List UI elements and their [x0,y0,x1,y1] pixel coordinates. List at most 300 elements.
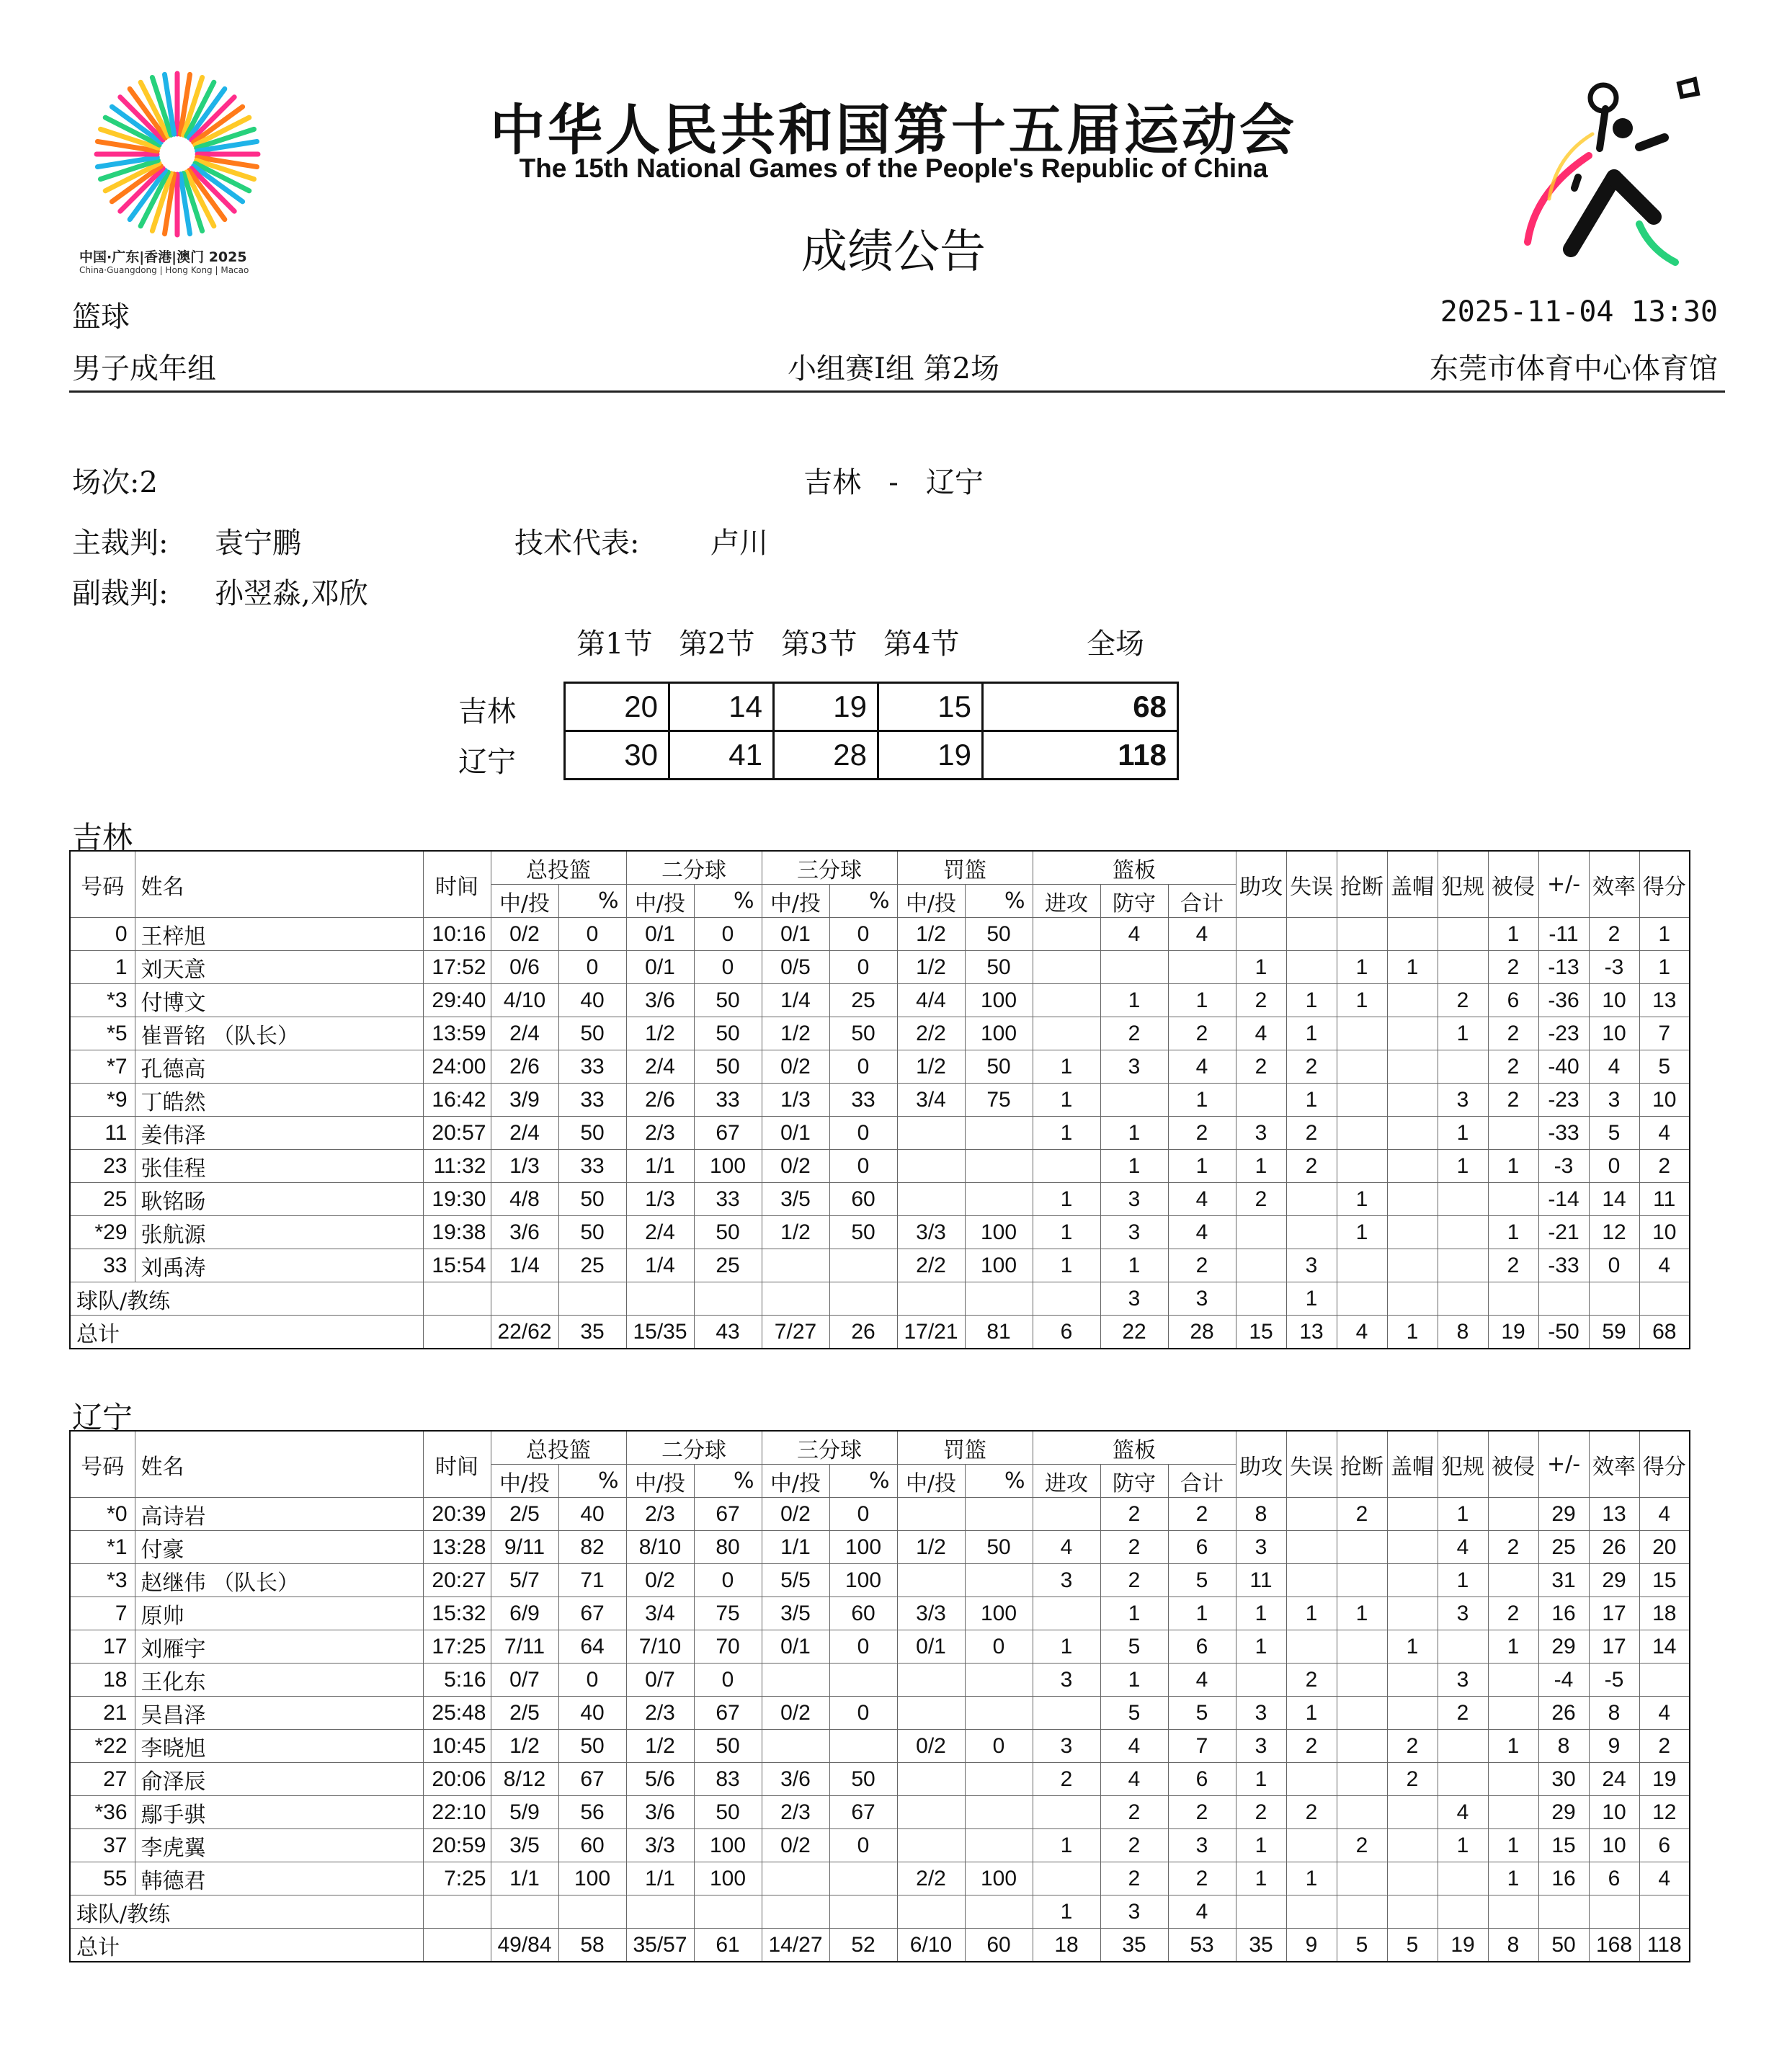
stat-cell: 29 [1538,1796,1589,1829]
col-subheader-made: 中/投 [491,1465,558,1498]
player-row [70,1796,1690,1829]
team-stat-cell: 4 [1168,1895,1236,1929]
totals-cell: 35 [558,1316,626,1349]
col-subheader-pct: % [965,1465,1033,1498]
stat-cell: 0/2 [762,1498,829,1531]
stat-cell: 0/2 [762,1829,829,1862]
stat-cell: 20:59 [423,1829,491,1862]
stat-cell [1033,1017,1100,1050]
col-header-ft: 罚篮 [897,1431,1033,1465]
stat-cell [1033,1697,1100,1730]
stat-cell: 50 [694,1050,762,1084]
stat-cell: 5/5 [762,1564,829,1597]
stat-cell: 1 [1100,1150,1168,1183]
stat-cell [1337,1697,1387,1730]
stat-cell [1168,951,1236,984]
stat-cell: 5 [1100,1697,1168,1730]
totals-cell: 53 [1168,1929,1236,1962]
stat-cell: 50 [694,1730,762,1763]
stat-cell: 80 [694,1531,762,1564]
col-subheader-off: 进攻 [1033,1465,1100,1498]
stat-cell: 100 [694,1829,762,1862]
stat-cell: 1 [1337,1216,1387,1249]
stat-cell: 0 [1589,1150,1639,1183]
stat-cell [1286,1763,1337,1796]
stat-cell: 1 [1438,1150,1488,1183]
stat-cell: 50 [694,984,762,1017]
stat-cell: 8/12 [491,1763,558,1796]
totals-cell: 22/62 [491,1316,558,1349]
stat-cell: 25 [694,1249,762,1282]
stat-cell: 100 [965,984,1033,1017]
stat-cell: 3/6 [762,1763,829,1796]
stat-cell: 3 [1236,1730,1286,1763]
stat-cell: 1/1 [626,1150,694,1183]
stat-cell [1337,1249,1387,1282]
col-header-three: 三分球 [762,851,897,885]
stat-cell: 60 [829,1597,897,1630]
player-row [70,1730,1690,1763]
stat-cell: 0/6 [491,951,558,984]
team-stat-cell [558,1895,626,1929]
stat-cell: 4 [1168,1050,1236,1084]
totals-cell: 50 [1538,1929,1589,1962]
stat-cell: 2 [1236,1050,1286,1084]
stat-cell: 丁皓然 [135,1084,423,1117]
stat-cell: 2/6 [626,1084,694,1117]
venue-label: 东莞市体育中心体育馆 [1430,352,1718,385]
stat-cell: 0 [829,1829,897,1862]
stat-cell: 1/4 [491,1249,558,1282]
stat-cell: 1 [1168,1597,1236,1630]
stat-cell [1387,1150,1438,1183]
stat-cell: 7/10 [626,1630,694,1664]
stat-cell: 4 [1639,1117,1690,1150]
col-header-two: 二分球 [626,851,762,885]
stat-cell: 张佳程 [135,1150,423,1183]
stat-cell [829,1249,897,1282]
col-subheader-made: 中/投 [491,885,558,918]
quarter-header-3: 第3节 [781,628,857,661]
stat-cell: 5/9 [491,1796,558,1829]
stat-cell: 0/2 [762,1697,829,1730]
team-stat-cell [1438,1282,1488,1316]
stat-cell: 0/2 [626,1564,694,1597]
stat-cell: 1/3 [762,1084,829,1117]
stat-cell: 刘禹涛 [135,1249,423,1282]
team-stat-cell [423,1282,491,1316]
stat-cell: 1 [1033,1829,1100,1862]
stat-cell: 100 [965,1862,1033,1895]
stat-cell: 1/4 [762,984,829,1017]
stat-cell: 0 [558,951,626,984]
stat-cell: 3 [1589,1084,1639,1117]
stat-cell [1438,1216,1488,1249]
stat-cell: -21 [1538,1216,1589,1249]
stat-cell: 2 [1286,1050,1337,1084]
col-header-ft: 罚篮 [897,851,1033,885]
stat-cell: 1 [1286,1862,1337,1895]
stat-cell [965,1697,1033,1730]
stat-cell: 0 [829,1050,897,1084]
logo-subtext: China·Guangdong | Hong Kong | Macao [79,265,249,275]
stat-cell: 4 [1100,1730,1168,1763]
stat-cell: 24 [1589,1763,1639,1796]
stat-cell: 3/3 [897,1597,965,1630]
team-stat-cell: 3 [1100,1282,1168,1316]
team-stat-cell [1639,1282,1690,1316]
stat-cell: 26 [1538,1697,1589,1730]
stat-cell: 0 [965,1730,1033,1763]
stat-cell: 5 [1639,1050,1690,1084]
stat-cell: 0/7 [626,1664,694,1697]
stat-cell: 14 [1589,1183,1639,1216]
stat-cell: 0/1 [626,918,694,951]
stat-cell: 19:38 [423,1216,491,1249]
stat-cell: 10 [1589,1829,1639,1862]
stat-cell: 55 [70,1862,135,1895]
stat-cell: 3/6 [626,1796,694,1829]
stat-cell: 1 [1100,1249,1168,1282]
stat-cell: 4 [1236,1017,1286,1050]
stat-cell [1387,1117,1438,1150]
stat-cell: 1/3 [491,1150,558,1183]
quarter-score-table [563,682,1179,780]
stat-cell: 1 [1438,1498,1488,1531]
stat-cell: 耿铭旸 [135,1183,423,1216]
stat-cell: 7 [1168,1730,1236,1763]
stat-cell: 2 [1488,1249,1538,1282]
stat-cell: 3/4 [897,1084,965,1117]
stat-cell: 1 [1236,1763,1286,1796]
totals-cell: 15 [1236,1316,1286,1349]
stat-cell: 1 [1488,1862,1538,1895]
stat-cell: 1 [1337,984,1387,1017]
referee-name: 袁宁鹏 [215,527,301,560]
tech-delegate-label: 技术代表: [514,527,640,560]
stat-cell: 2/3 [626,1697,694,1730]
stat-cell: 1 [1387,951,1438,984]
stat-cell: 50 [558,1216,626,1249]
totals-cell: 6 [1033,1316,1100,1349]
stat-cell: 李晓旭 [135,1730,423,1763]
stat-cell: 0 [829,918,897,951]
stat-cell: 2 [1286,1664,1337,1697]
stat-cell: 1 [1488,1150,1538,1183]
stat-cell [897,1150,965,1183]
stat-cell: 2 [1438,984,1488,1017]
col-header-time: 时间 [423,1431,491,1498]
stat-cell: 2/2 [897,1249,965,1282]
stat-cell: 6 [1589,1862,1639,1895]
stat-cell: 17 [1589,1630,1639,1664]
stat-cell: 3 [1236,1117,1286,1150]
stat-cell [1236,1084,1286,1117]
stat-cell [1488,1564,1538,1597]
stat-cell: 25 [70,1183,135,1216]
stat-cell [1286,1564,1337,1597]
stat-cell: 2 [1286,1117,1337,1150]
stat-cell [1100,1084,1168,1117]
stat-cell: 7 [1639,1017,1690,1050]
stat-cell: 0/1 [762,918,829,951]
stat-cell: 赵继伟 （队长） [135,1564,423,1597]
stat-cell: -3 [1589,951,1639,984]
stat-cell [1337,1084,1387,1117]
stat-cell: 2 [1100,1498,1168,1531]
stat-cell [1387,1664,1438,1697]
stat-cell: 1 [1236,951,1286,984]
stat-cell [1387,1564,1438,1597]
stat-cell: 13 [1639,984,1690,1017]
stat-cell: 3 [1236,1697,1286,1730]
totals-cell: 118 [1639,1929,1690,1962]
stat-cell [965,1796,1033,1829]
stat-cell: 67 [829,1796,897,1829]
player-row [70,1697,1690,1730]
stat-cell: 5 [1168,1697,1236,1730]
team-stat-cell [1337,1895,1387,1929]
stat-cell: 100 [965,1597,1033,1630]
stat-cell: 付豪 [135,1531,423,1564]
stat-cell: 1 [1236,1597,1286,1630]
stat-cell: 19 [1639,1763,1690,1796]
stat-cell: 15 [1538,1829,1589,1862]
stat-cell [1236,918,1286,951]
stat-cell: *3 [70,984,135,1017]
team-stat-cell [1337,1282,1387,1316]
stat-cell: 1/1 [762,1531,829,1564]
score-total-cell: 118 [983,731,1178,780]
score-cell: 15 [878,683,983,731]
stat-cell [1337,1017,1387,1050]
stat-cell: 3/4 [626,1597,694,1630]
totals-label: 总计 [70,1316,423,1349]
totals-cell: 43 [694,1316,762,1349]
col-header-fg: 总投篮 [491,1431,626,1465]
stat-cell: 29 [1589,1564,1639,1597]
stat-cell: 0 [965,1630,1033,1664]
stat-cell [1286,1829,1337,1862]
assistant-referee-label: 副裁判: [72,577,169,610]
stat-cell: 2 [1236,1796,1286,1829]
stat-cell: 3 [1286,1249,1337,1282]
col-header-pm: +/- [1538,851,1589,918]
stat-cell: 50 [694,1216,762,1249]
stat-cell: 1 [1438,1829,1488,1862]
stat-cell: 1/2 [626,1730,694,1763]
stat-cell: 7/11 [491,1630,558,1664]
stat-cell: 吴昌泽 [135,1697,423,1730]
totals-cell: 19 [1438,1929,1488,1962]
stat-cell: 16 [1538,1597,1589,1630]
stat-cell: 2 [1100,1017,1168,1050]
stat-cell [965,1664,1033,1697]
stat-cell: 12 [1639,1796,1690,1829]
stat-cell: 6 [1639,1829,1690,1862]
stat-cell: 2 [1100,1829,1168,1862]
header-divider [69,390,1725,393]
stat-cell: 0 [694,951,762,984]
stat-cell: 10 [1589,1017,1639,1050]
stat-cell: 1/2 [897,1531,965,1564]
score-row [565,731,1178,780]
stat-cell: 0/7 [491,1664,558,1697]
stat-cell: 2 [1286,1730,1337,1763]
col-header-ast: 助攻 [1236,1431,1286,1498]
stat-cell: 高诗岩 [135,1498,423,1531]
stat-cell: 40 [558,1697,626,1730]
stat-cell: 4 [1438,1531,1488,1564]
stat-cell [1337,1630,1387,1664]
player-row [70,1531,1690,1564]
stat-cell: -23 [1538,1084,1589,1117]
stat-cell: 20:27 [423,1564,491,1597]
stat-cell: 1 [1100,984,1168,1017]
col-header-name: 姓名 [135,851,423,918]
totals-cell: 5 [1387,1929,1438,1962]
stat-cell: 4/4 [897,984,965,1017]
stat-cell: 0 [558,1664,626,1697]
stat-cell [1387,1017,1438,1050]
stat-cell [1387,1697,1438,1730]
stat-cell: 0/2 [491,918,558,951]
player-row [70,1216,1690,1249]
stat-cell: 50 [558,1730,626,1763]
stat-cell: 0/1 [897,1630,965,1664]
score-cell: 20 [565,683,669,731]
stat-cell: 2 [1236,984,1286,1017]
stat-cell: 12 [1589,1216,1639,1249]
stat-cell: 4 [1033,1531,1100,1564]
stat-cell: 2 [1488,1050,1538,1084]
team-stat-cell: 1 [1286,1282,1337,1316]
stat-cell: 2 [1168,1796,1236,1829]
col-header-ast: 助攻 [1236,851,1286,918]
player-row [70,1763,1690,1796]
stat-cell: 50 [965,918,1033,951]
stat-cell: 3/9 [491,1084,558,1117]
col-header-pts: 得分 [1639,1431,1690,1498]
stat-cell [829,1730,897,1763]
stat-cell: 21 [70,1697,135,1730]
stat-cell [1286,1630,1337,1664]
col-subheader-tot: 合计 [1168,885,1236,918]
round-label: 小组赛I组 第2场 [788,352,999,385]
stat-cell [829,1664,897,1697]
assistant-referee-names: 孙翌淼,邓欣 [215,577,368,610]
player-row [70,1183,1690,1216]
stat-cell: -33 [1538,1249,1589,1282]
stat-cell: 1/2 [897,918,965,951]
stat-cell: 3 [1100,1183,1168,1216]
stat-cell: 2 [1488,1017,1538,1050]
stat-cell: 3 [1033,1664,1100,1697]
stat-cell: 1 [70,951,135,984]
col-subheader-def: 防守 [1100,885,1168,918]
team-stat-cell [694,1282,762,1316]
stat-cell: 2 [1168,1249,1236,1282]
stat-cell: 10 [1589,1796,1639,1829]
totals-cell: 52 [829,1929,897,1962]
stat-cell: 张航源 [135,1216,423,1249]
stat-cell: 1 [1033,1183,1100,1216]
stat-cell: 2/3 [626,1498,694,1531]
team-stat-cell [626,1282,694,1316]
stat-cell: 64 [558,1630,626,1664]
col-subheader-def: 防守 [1100,1465,1168,1498]
stat-cell [1286,918,1337,951]
stat-cell: 18 [1639,1597,1690,1630]
stat-cell: 15 [1639,1564,1690,1597]
stat-cell [897,1664,965,1697]
col-header-pm: +/- [1538,1431,1589,1498]
col-subheader-tot: 合计 [1168,1465,1236,1498]
stat-cell: 3 [1100,1216,1168,1249]
totals-cell: 68 [1639,1316,1690,1349]
stats-header-row [70,1431,1690,1465]
stat-cell: 67 [694,1697,762,1730]
stat-cell: 60 [558,1829,626,1862]
stat-cell [1337,1763,1387,1796]
stat-cell: 3 [1236,1531,1286,1564]
stat-cell: 67 [558,1763,626,1796]
totals-row [70,1316,1690,1349]
stat-cell [1033,1796,1100,1829]
stat-cell [1236,1249,1286,1282]
stat-cell: 50 [558,1017,626,1050]
stat-cell: 1/2 [491,1730,558,1763]
stat-cell [965,1117,1033,1150]
totals-cell: 59 [1589,1316,1639,1349]
stat-cell: 2/3 [626,1117,694,1150]
logo-text: 中国·广东|香港|澳门 2025 [79,249,247,265]
stat-cell: 20:39 [423,1498,491,1531]
stat-cell [1337,1050,1387,1084]
stat-cell [1337,1664,1387,1697]
stat-cell [1387,1796,1438,1829]
team-stat-cell [829,1282,897,1316]
stat-cell: 0/5 [762,951,829,984]
col-header-pf: 犯规 [1438,851,1488,918]
player-row [70,1597,1690,1630]
quarter-header-2: 第2节 [679,628,755,661]
stat-cell: 0 [829,1498,897,1531]
totals-cell [423,1316,491,1349]
stat-cell: 16 [1538,1862,1589,1895]
player-row [70,1050,1690,1084]
team-stat-cell [1387,1282,1438,1316]
stat-cell: 1 [1488,1730,1538,1763]
stat-cell: 1 [1033,1084,1100,1117]
team-stat-cell: 3 [1168,1282,1236,1316]
stat-cell: 0 [829,1630,897,1664]
stat-cell: 0/1 [762,1630,829,1664]
stat-cell: 2 [1236,1183,1286,1216]
col-header-name: 姓名 [135,1431,423,1498]
stat-cell: 10 [1639,1084,1690,1117]
stat-cell [965,1183,1033,1216]
team-stat-cell [1538,1895,1589,1929]
stat-cell: 100 [965,1249,1033,1282]
games-title-en: The 15th National Games of the People's Republic of China [519,153,1268,183]
game-number: 场次:2 [72,466,158,499]
stat-cell [965,1564,1033,1597]
stat-cell: -23 [1538,1017,1589,1050]
stat-cell: 王化东 [135,1664,423,1697]
totals-cell: 9 [1286,1929,1337,1962]
stat-cell [1639,1664,1690,1697]
